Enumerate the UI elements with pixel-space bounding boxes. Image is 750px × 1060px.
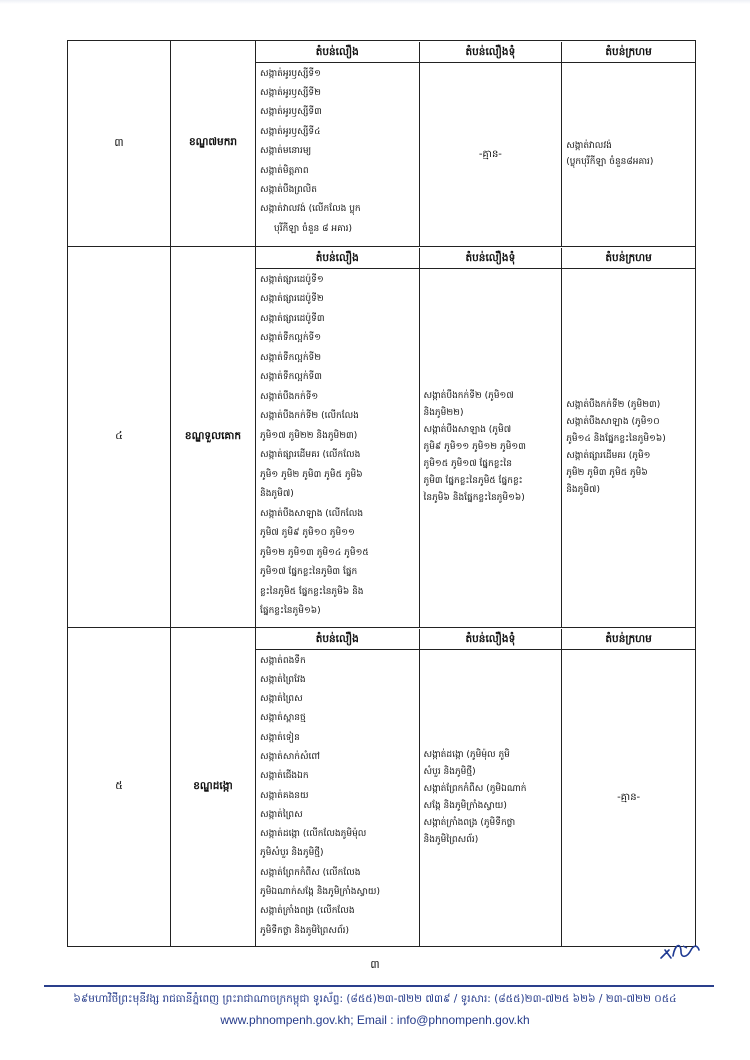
dark-yellow-cell [419, 269, 562, 627]
header-red: តំបន់ក្រហម [561, 629, 695, 650]
row-number: ៤ [68, 247, 171, 628]
red-cell [561, 650, 695, 946]
list-item: សង្កាត់ពងទឹក [260, 655, 306, 666]
list-item: សង្កាត់ផ្សារដេប៉ូទី៣ [260, 313, 325, 324]
list-item: ភូមិ៩ ភូមិ១១ ភូមិ១២ ភូមិ១៣ [423, 442, 526, 452]
list-item: សង្កាត់អូរឫស្សីទី៤ [260, 126, 321, 137]
table-row [68, 247, 696, 628]
list-item: សង្កាត់អូរឫស្សីទី១ [260, 68, 321, 79]
list-item: សង្កាត់ជើងឯក [260, 771, 309, 782]
dark-yellow-cell [419, 63, 562, 246]
list-item: ភូមិ១៧ ភូមិ២២ និងភូមិ២៣) [260, 430, 358, 441]
list-item: ភូមិ១៥ ភូមិ១៧ ផ្នែកខ្លះនៃ [423, 459, 512, 469]
district-name: ខណ្ឌទួលគោក [171, 247, 256, 628]
list-item: និងភូមិ២២) [423, 408, 464, 418]
list-item: សង្កាត់សាក់សំពៅ [260, 751, 320, 762]
list-item: សង្កាត់ព្រែកកំពឹស (លើកលែង [260, 867, 361, 878]
list-item: សំបួរ និងភូមិថ្មី) [423, 766, 476, 777]
list-item: សង្កាត់ទឹកល្អក់ទី៣ [260, 372, 322, 382]
list-item: ភូមិទឹកថ្លា និងភូមិព្រៃសព័រ) [260, 925, 350, 936]
list-item: សង្កាត់មិត្តភាព [260, 165, 309, 176]
yellow-list [256, 650, 419, 946]
list-item: សង្កាត់បឹងសាឡាង (ភូមិ១០ [566, 416, 660, 427]
top-edge [0, 0, 750, 4]
list-item: បុរីកីឡា ចំនួន ៨ អគារ) [274, 223, 353, 234]
row-number: ៥ [68, 628, 171, 947]
list-item: សង្កាត់ផ្សារដើមគរ (ភូមិ១ [566, 450, 651, 461]
list-item: សង្កាត់បឹងកក់ទី២ (លើកលែង [260, 411, 359, 421]
list-item: សង្កាត់ផ្សារដេប៉ូទី២ [260, 294, 324, 304]
header-red: តំបន់ក្រហម [561, 248, 695, 269]
list-item: នៃភូមិ៦ និងផ្នែកខ្លះនៃភូមិ១៦) [423, 493, 525, 503]
table-row [68, 628, 696, 947]
list-item: សង្កាត់បឹងកក់ទី២ (ភូមិ១៧ [423, 391, 514, 401]
list-item: សង្កាត់អូរឫស្សីទី២ [260, 87, 321, 98]
list-item: ភូមិ៣ ផ្នែកខ្លះនៃភូមិ៥ ផ្នែកខ្លះ [423, 476, 523, 486]
header-dark-yellow: តំបន់លឿងទុំ [419, 42, 562, 63]
footer-address: ៦៩មហាវិថីព្រះមុនីវង្ស រាជធានីភ្នំពេញ ព្រះរាជាណាចក្រកម្ពុជា ទូរស័ព្ទ: (៨៥៥)២៣-៧២២ ៧៣៩ / ទូរសារ: (៨៥៥)២៣-៧២៥ ៦២៦ / ២៣-៧២២ ០៥៤ [73, 993, 677, 1005]
red-cell [561, 63, 695, 246]
header-dark-yellow: តំបន់លឿងទុំ [419, 248, 562, 269]
list-item: ភូមិ១ ភូមិ២ ភូមិ៣ ភូមិ៥ ភូមិ៦ [260, 469, 363, 480]
list-item: ភូមិ១៤ និងផ្នែកខ្លះនៃភូមិ១៦) [566, 433, 666, 444]
list-item: សង្កាត់ព្រៃស [260, 809, 303, 820]
list-item: សង្កាត់បឹងព្រលិត [260, 184, 317, 195]
zones-cell [256, 41, 696, 247]
list-item: និងភូមិ៧) [566, 484, 600, 495]
list-item: ភូមិ២ ភូមិ៣ ភូមិ៥ ភូមិ៦ [566, 467, 648, 478]
list-item: ខ្លះនៃភូមិ៥ ផ្នែកខ្លះនៃភូមិ៦ និង [260, 586, 364, 597]
list-item: សង្កាត់បឹងកក់ទី២ (ភូមិ២៣) [566, 399, 661, 410]
list-item: ភូមិសំបួរ និងភូមិថ្មី) [260, 848, 324, 859]
list-item: សង្កាត់វាលវង់ [566, 141, 612, 151]
list-item: សង្កាត់ព្រៃស [260, 694, 303, 705]
list-item: សង្កាត់ស្ពានថ្ម [260, 713, 306, 724]
list-item: សង្កាត់ផ្សារដេប៉ូទី១ [260, 274, 324, 285]
footer-divider [44, 985, 714, 987]
list-item: សង្កាត់ព្រៃវែង [260, 674, 306, 685]
list-item: សង្កាត់អូរឫស្សីទី៣ [260, 107, 322, 118]
header-yellow: តំបន់លឿង [256, 42, 419, 63]
row-number: ៣ [68, 41, 171, 247]
list-item: ភូមិ៧ ភូមិ៩ ភូមិ១០ ភូមិ១១ [260, 528, 355, 538]
list-item: ភូមិឯណាក់សង្កែ និងភូមិក្រាំងស្វាយ) [260, 887, 381, 898]
zones-cell [256, 628, 696, 947]
list-item: និងភូមិ៧) [260, 489, 294, 499]
list-item: ភូមិ១២ ភូមិ១៣ ភូមិ១៤ ភូមិ១៥ [260, 547, 369, 558]
list-item: សង្កាត់ផ្សារដើមគរ (លើកលែង [260, 450, 361, 460]
zone-table [67, 40, 696, 947]
dark-yellow-cell [419, 650, 562, 946]
header-yellow: តំបន់លឿង [256, 629, 419, 650]
list-item: សង្កាត់ទៀន [260, 732, 300, 743]
header-dark-yellow: តំបន់លឿងទុំ [419, 629, 562, 650]
yellow-list [256, 63, 419, 246]
list-item: សង្កាត់វាលវង់ (លើកលែង ប្លុក [260, 204, 361, 215]
red-cell [561, 269, 695, 627]
list-item: សង្កាត់ព្រែកកំពឹស (ភូមិឯណាក់ [423, 783, 527, 794]
list-item: សង្កាត់មនោរម្យ [260, 146, 312, 157]
footer-web: www.phnompenh.gov.kh; Email : info@phnompenh.gov.kh [220, 1013, 530, 1027]
yellow-list [256, 269, 419, 627]
page-number: ៣ [370, 958, 380, 971]
list-item: ភូមិ១៧ ផ្នែកខ្លះនៃភូមិ៣ ផ្នែក [260, 567, 358, 577]
list-item: សង្កាត់ទឹកល្អក់ទី២ [260, 352, 322, 363]
none-label: -គ្មាន- [617, 792, 641, 803]
list-item: (ប្លុកបុរីកីឡា ចំនួន៨អគារ) [566, 157, 654, 167]
list-item: សង្កាត់ក្រាំងពង្រ (លើកលែង [260, 906, 355, 917]
list-item: សង្កែ និងភូមិក្រាំងស្វាយ) [423, 800, 507, 811]
list-item: សង្កាត់ក្រាំងពង្រ (ភូមិទឹកថ្លា [423, 817, 516, 828]
list-item: សង្កាត់បឹងសាឡាង (លើកលែង [260, 508, 364, 519]
zones-cell [256, 247, 696, 628]
list-item: សង្កាត់គងនយ [260, 790, 309, 801]
district-name: ខណ្ឌដង្កោ [171, 628, 256, 947]
header-yellow: តំបន់លឿង [256, 248, 419, 269]
list-item: ផ្នែកខ្លះនៃភូមិ១៦) [260, 606, 321, 616]
list-item: សង្កាត់ដង្កោ (លើកលែងភូមិម៉ុល [260, 829, 367, 840]
list-item: សង្កាត់ទឹកល្អក់ទី១ [260, 333, 322, 343]
list-item: សង្កាត់បឹងសាឡាង (ភូមិ៧ [423, 425, 512, 435]
list-item: និងភូមិព្រៃសព័រ) [423, 834, 479, 845]
table-row [68, 41, 696, 247]
list-item: សង្កាត់បឹងកក់ទី១ [260, 391, 319, 402]
none-label: -គ្មាន- [478, 148, 502, 160]
header-red: តំបន់ក្រហម [561, 42, 695, 63]
district-name: ខណ្ឌ៧មករា [171, 41, 256, 247]
list-item: សង្កាត់ដង្កោ (ភូមិម៉ុល ភូមិ [423, 749, 510, 760]
